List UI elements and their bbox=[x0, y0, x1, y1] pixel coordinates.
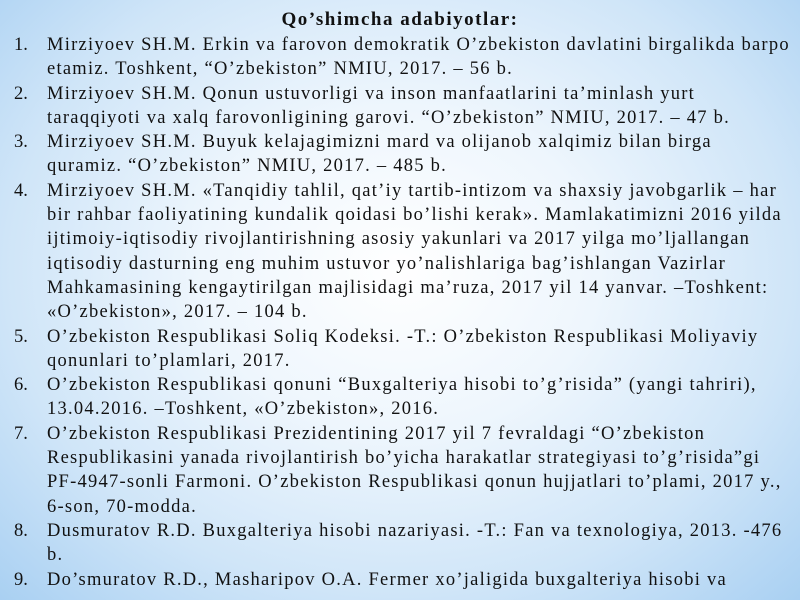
list-item bbox=[0, 130, 790, 179]
list-item-text: Do’smuratov R.D., Masharipov O.A. Fermer xo’jaligida buxgalteriya hisobi va bbox=[47, 569, 727, 590]
list-item-number: 8. bbox=[14, 520, 28, 541]
list-item-number: 1. bbox=[14, 35, 28, 55]
list-item-text: Mirziyoev SH.M. Buyuk kelajagimizni mard va olijanob xalqimiz bilan birga quramiz. “O’zbekiston” NMIU, 2017. – 485 b. bbox=[47, 132, 712, 177]
page-title: Qo’shimcha adabiyotlar: bbox=[281, 9, 519, 30]
reference-list bbox=[0, 33, 790, 592]
list-item-text: Dusmuratov R.D. Buxgalteriya hisobi nazariyasi. -T.: Fan va texnologiya, 2013. -476 b. bbox=[47, 520, 783, 566]
list-item-number: 2. bbox=[14, 83, 28, 104]
list-item-number: 5. bbox=[14, 326, 28, 347]
list-item-number: 7. bbox=[14, 423, 28, 444]
list-item bbox=[0, 373, 790, 422]
list-item-number: 6. bbox=[14, 375, 28, 396]
list-item-number: 4. bbox=[14, 180, 28, 201]
list-item-text: O’zbekiston Respublikasi Prezidentining 2017 yil 7 fevraldagi “O’zbekiston Respublikasini yanada rivojlantirish bo’yicha harakatlar strategiyasi to’g’risida”gi PF-4947-sonli Farmoni. O’zbekiston Respublikasi qonun hujjatlari to’plami, 2017 y., 6-son, 70-modda. bbox=[47, 423, 782, 517]
list-item-text: Mirziyoev SH.M. Erkin va farovon demokratik O’zbekiston davlatini birgalikda barpo etamiz. Toshkent, “O’zbekiston” NMIU, 2017. – 56 b. bbox=[47, 35, 790, 80]
list-item-text: O’zbekiston Respublikasi qonuni “Buxgalteriya hisobi to’g’risida” (yangi tahriri), 13.04.2016. –Toshkent, «O’zbekiston», 2016. bbox=[47, 375, 757, 420]
list-item bbox=[0, 325, 790, 374]
list-item-text: O’zbekiston Respublikasi Soliq Kodeksi. -T.: O’zbekiston Respublikasi Moliyaviy qonunlari to’plamlari, 2017. bbox=[47, 326, 759, 371]
list-item bbox=[0, 568, 790, 592]
list-item bbox=[0, 422, 790, 519]
list-item bbox=[0, 82, 790, 131]
list-item-text: Mirziyoev SH.M. «Tanqidiy tahlil, qat’iy tartib-intizom va shaxsiy javobgarlik – har bir rahbar faoliyatining kundalik qoidasi bo’lishi kerak». Mamlakatimizni 2016 yilda ijtimoiy-iqtisodiy rivojlantirishning asosiy yakunlari va 2017 yilga mo’ljallangan iqtisodiy dasturning eng muhim ustuvor yo’nalishlariga bag’ishlangan Vazirlar Mahkamasining kengaytirilgan majlisidagi ma’ruza, 2017 yil 14 yanvar. –Toshkent: «O’zbekiston», 2017. – 104 b. bbox=[47, 180, 782, 323]
list-item bbox=[0, 179, 790, 325]
list-item bbox=[0, 519, 790, 568]
list-item bbox=[0, 33, 790, 82]
list-item-number: 9. bbox=[14, 569, 28, 590]
list-item-text: Mirziyoev SH.M. Qonun ustuvorligi va inson manfaatlarini ta’minlash yurt taraqqiyoti va xalq farovonligining garovi. “O’zbekiston” NMIU, 2017. – 47 b. bbox=[47, 83, 730, 128]
list-item-number: 3. bbox=[14, 132, 28, 153]
